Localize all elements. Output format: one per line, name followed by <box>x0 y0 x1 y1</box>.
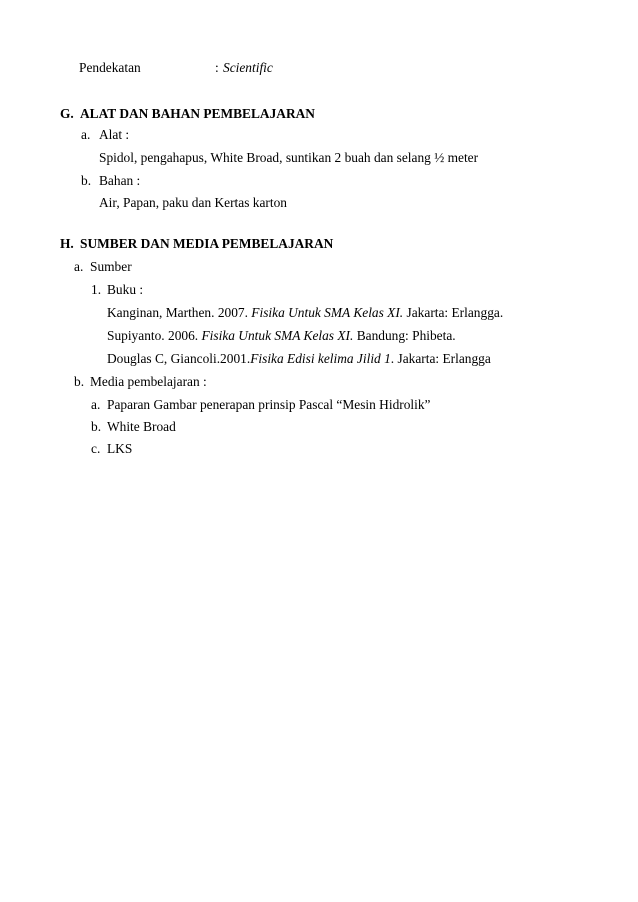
reference-title: Fisika Untuk SMA Kelas XI. <box>201 328 354 343</box>
section-g-item-marker: a. <box>81 127 91 142</box>
section-g-item-label: Alat : <box>99 127 130 142</box>
reference-title: Fisika Edisi kelima Jilid 1 <box>250 351 391 366</box>
media-item-text: White Broad <box>107 419 176 434</box>
buku-label: Buku : <box>107 282 144 297</box>
section-h-letter: H. <box>60 236 74 251</box>
reference-publisher: . Jakarta: Erlangga <box>390 351 491 366</box>
approach-value: Scientific <box>223 60 273 75</box>
approach-separator: : <box>215 60 219 75</box>
media-label: Media pembelajaran : <box>90 374 207 389</box>
section-g-item-detail: Air, Papan, paku dan Kertas karton <box>99 195 287 210</box>
section-h-title: SUMBER DAN MEDIA PEMBELAJARAN <box>80 236 334 251</box>
reference-publisher: Bandung: Phibeta. <box>353 328 456 343</box>
reference-author-year: Supiyanto. 2006. <box>107 328 202 343</box>
sumber-marker: a. <box>74 259 84 274</box>
section-g-title: ALAT DAN BAHAN PEMBELAJARAN <box>80 106 315 121</box>
media-item-text: LKS <box>107 441 133 456</box>
media-item-marker: a. <box>91 397 101 412</box>
media-item-marker: c. <box>91 441 101 456</box>
media-marker: b. <box>74 374 85 389</box>
reference-item <box>107 305 503 321</box>
section-g-item-label: Bahan : <box>99 173 141 188</box>
buku-marker: 1. <box>91 282 102 297</box>
section-g-item-detail: Spidol, pengahapus, White Broad, suntikan 2 buah dan selang ½ meter <box>99 150 479 165</box>
section-g-letter: G. <box>60 106 74 121</box>
reference-author-year: Douglas C, Giancoli.2001. <box>107 351 251 366</box>
section-g-item-marker: b. <box>81 173 92 188</box>
reference-title: Fisika Untuk SMA Kelas XI. <box>251 305 404 320</box>
reference-item <box>107 351 491 367</box>
reference-item <box>107 328 456 344</box>
reference-publisher: Jakarta: Erlangga. <box>403 305 504 320</box>
approach-label: Pendekatan <box>79 60 141 75</box>
sumber-label: Sumber <box>90 259 132 274</box>
media-item-marker: b. <box>91 419 102 434</box>
reference-author-year: Kanginan, Marthen. 2007. <box>107 305 252 320</box>
media-item-text: Paparan Gambar penerapan prinsip Pascal “Mesin Hidrolik” <box>107 397 431 412</box>
